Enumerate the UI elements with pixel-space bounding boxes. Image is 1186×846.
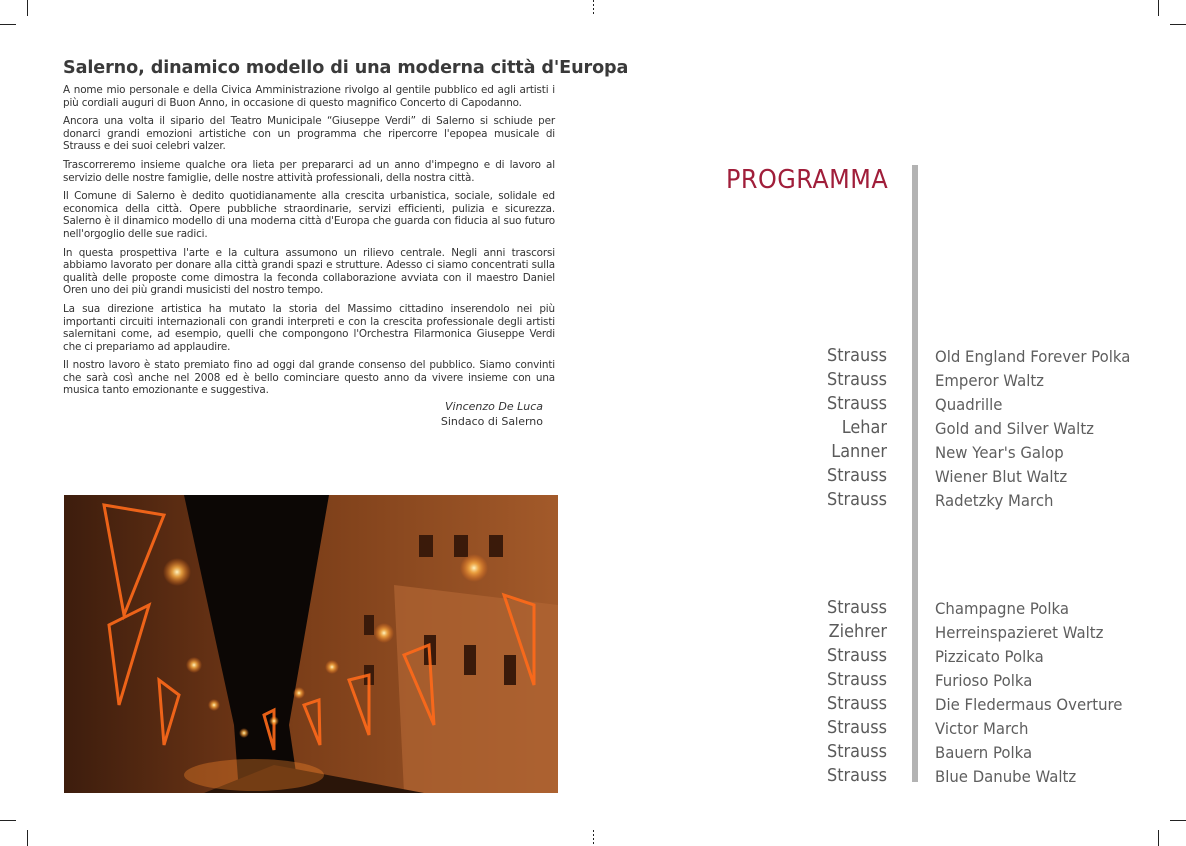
program-composer: Strauss — [826, 766, 887, 786]
program-composer: Lehar — [841, 418, 887, 438]
vertical-divider — [912, 165, 918, 782]
signature-name: Vincenzo De Luca — [445, 400, 543, 414]
program-composer: Strauss — [826, 670, 887, 690]
program-composer: Strauss — [826, 346, 887, 366]
program-piece: Herreinspazieret Waltz — [935, 623, 1104, 642]
letter-paragraph: Ancora una volta il sipario del Teatro Municipale “Giuseppe Verdi” di Salerno si schiude per donarci grandi emozioni artistiche con un programma che ripercorre l'epopea musicale di Strauss e dei suoi celebri valzer. — [63, 115, 555, 153]
crop-mark — [1158, 830, 1159, 846]
crop-mark — [593, 830, 594, 846]
program-piece: Champagne Polka — [935, 599, 1070, 618]
letter-title: Salerno, dinamico modello di una moderna città d'Europa — [63, 58, 629, 78]
crop-mark — [1170, 820, 1186, 821]
crop-mark — [27, 0, 28, 16]
letter-paragraph: Il Comune di Salerno è dedito quotidianamente alla crescita urbanistica, sociale, solidale ed economica della città. Opere pubbliche straordinarie, servizi efficienti, pulizia e sicurezza. Salerno è il dinamico modello di una moderna città d'Europa che guarda con fiducia al suo futuro nell'orgoglio delle sue radici. — [63, 190, 555, 240]
program-piece: Quadrille — [935, 395, 1003, 414]
program-piece: Blue Danube Waltz — [935, 767, 1077, 786]
crop-mark — [0, 820, 16, 821]
program-composer: Strauss — [826, 718, 887, 738]
street-photo-illustration — [64, 495, 558, 793]
letter-paragraph: Il nostro lavoro è stato premiato fino ad oggi dal grande consenso del pubblico. Siamo convinti che sarà così anche nel 2008 ed è bello cominciare questo anno da vivere insieme con una musica tanto emozionante e suggestiva. — [63, 359, 555, 397]
program-composer: Strauss — [826, 694, 887, 714]
program-composer: Strauss — [826, 466, 887, 486]
program-composer: Strauss — [826, 598, 887, 618]
program-composer: Lanner — [831, 442, 887, 462]
program-piece: Furioso Polka — [935, 671, 1033, 690]
program-piece: Emperor Waltz — [935, 371, 1044, 390]
program-composer: Ziehrer — [828, 622, 887, 642]
program-composer: Strauss — [826, 394, 887, 414]
program-piece: Wiener Blut Waltz — [935, 467, 1068, 486]
letter-paragraph: Trascorreremo insieme qualche ora lieta per prepararci ad un anno d'impegno e di lavoro al servizio delle nostre famiglie, delle nostre attività professionali, della nostra città. — [63, 158, 555, 184]
programma-title: PROGRAMMA — [726, 165, 889, 195]
program-piece: Victor March — [935, 719, 1029, 738]
program-composer: Strauss — [826, 370, 887, 390]
letter-paragraph: In questa prospettiva l'arte e la cultura assumono un rilievo centrale. Negli anni trascorsi abbiamo lavorato per donare alla città grandi spazi e strutture. Adesso ci siamo concentrati sulla qualità delle proposte come dimostra la feconda collaborazione avviata con il maestro Daniel Oren uno dei più grandi musicisti del nostro tempo. — [63, 246, 555, 297]
program-piece: Bauern Polka — [935, 743, 1033, 762]
signature — [63, 399, 543, 429]
program-piece: Die Fledermaus Overture — [935, 695, 1123, 714]
crop-mark — [0, 24, 16, 25]
crop-mark — [1170, 24, 1186, 25]
program-piece: New Year's Galop — [935, 443, 1064, 462]
program-composer: Strauss — [826, 742, 887, 762]
crop-mark — [27, 830, 28, 846]
program-composer: Strauss — [826, 646, 887, 666]
letter-paragraph: La sua direzione artistica ha mutato la storia del Massimo cittadino inserendolo nei più importanti circuiti internazionali con grandi interpreti e con la crescita professionale degli artisti salernitani come, ad esempio, quelli che compongono l'Orchestra Filarmonica Giuseppe Verdi che ci prepariamo ad applaudire. — [63, 302, 555, 353]
street-lights-photo — [64, 495, 558, 793]
letter-paragraph: A nome mio personale e della Civica Amministrazione rivolgo al gentile pubblico ed agli artisti i più cordiali auguri di Buon Anno, in occasione di questo magnifico Concerto di Capodanno. — [63, 84, 555, 109]
program-piece: Gold and Silver Waltz — [935, 419, 1094, 438]
program-piece: Pizzicato Polka — [935, 647, 1044, 666]
signature-role: Sindaco di Salerno — [440, 415, 543, 429]
program-piece: Radetzky March — [935, 491, 1054, 510]
mayor-letter — [63, 58, 629, 429]
crop-mark — [593, 0, 594, 16]
program-composer: Strauss — [826, 490, 887, 510]
crop-mark — [1158, 0, 1159, 16]
program-piece: Old England Forever Polka — [935, 347, 1131, 366]
